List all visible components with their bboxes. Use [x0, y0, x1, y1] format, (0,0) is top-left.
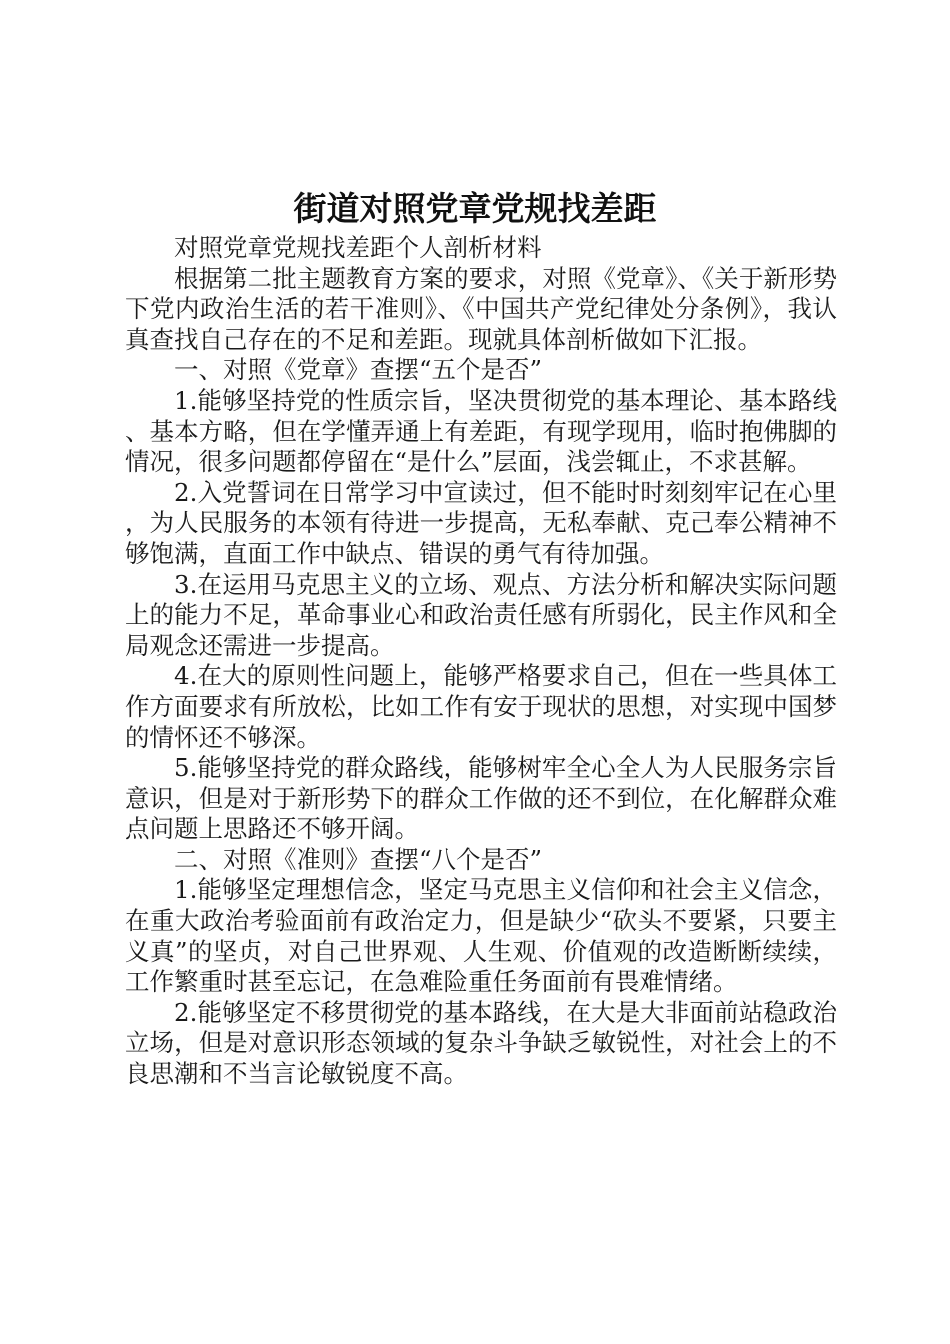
section-heading-party-constitution: 一、对照《党章》查摆“五个是否”: [174, 355, 543, 385]
body-paragraph: 2.入党誓词在日常学习中宣读过，但不能时时刻刻牢记在心里，为人民服务的本领有待进一步提高，无私奉献、克己奉公精神不够饱满，直面工作中缺点、错误的勇气有待加强。: [125, 477, 837, 568]
body-paragraph: 5.能够坚持党的群众路线，能够树牢全心全人为人民服务宗旨意识，但是对于新形势下的群众工作做的还不到位，在化解群众难点问题上思路还不够开阔。: [125, 753, 837, 844]
subtitle-paragraph: 对照党章党规找差距个人剖析材料: [174, 233, 542, 262]
document-body: [125, 233, 837, 1090]
body-paragraph: 3.在运用马克思主义的立场、观点、方法分析和解决实际问题上的能力不足，革命事业心和政治责任感有所弱化，民主作风和全局观念还需进一步提高。: [125, 569, 837, 660]
body-paragraph: 4.在大的原则性问题上，能够严格要求自己，但在一些具体工作方面要求有所放松，比如工作有安于现状的思想，对实现中国梦的情怀还不够深。: [125, 661, 837, 752]
intro-paragraph: 根据第二批主题教育方案的要求，对照《党章》、《关于新形势下党内政治生活的若干准则》、《中国共产党纪律处分条例》，我认真查找自己存在的不足和差距。现就具体剖析做如下汇报。: [125, 263, 837, 354]
body-paragraph: 1.能够坚持党的性质宗旨，坚决贯彻党的基本理论、基本路线、基本方略，但在学懂弄通上有差距，有现学现用，临时抱佛脚的情况，很多问题都停留在“是什么”层面，浅尝辄止，不求甚解。: [125, 385, 837, 477]
body-paragraph: 1.能够坚定理想信念，坚定马克思主义信仰和社会主义信念，在重大政治考验面前有政治定力，但是缺少“砍头不要紧，只要主义真”的坚贞，对自己世界观、人生观、价值观的改造断断续续，工作繁重时甚至忘记，在急难险重任务面前有畏难情绪。: [125, 875, 837, 997]
document-title: 街道对照党章党规找差距: [293, 189, 657, 228]
body-paragraph: 2.能够坚定不移贯彻党的基本路线，在大是大非面前站稳政治立场，但是对意识形态领域的复杂斗争缺乏敏锐性，对社会上的不良思潮和不当言论敏锐度不高。: [125, 997, 837, 1089]
section-heading-guidelines: 二、对照《准则》查摆“八个是否”: [174, 844, 543, 874]
